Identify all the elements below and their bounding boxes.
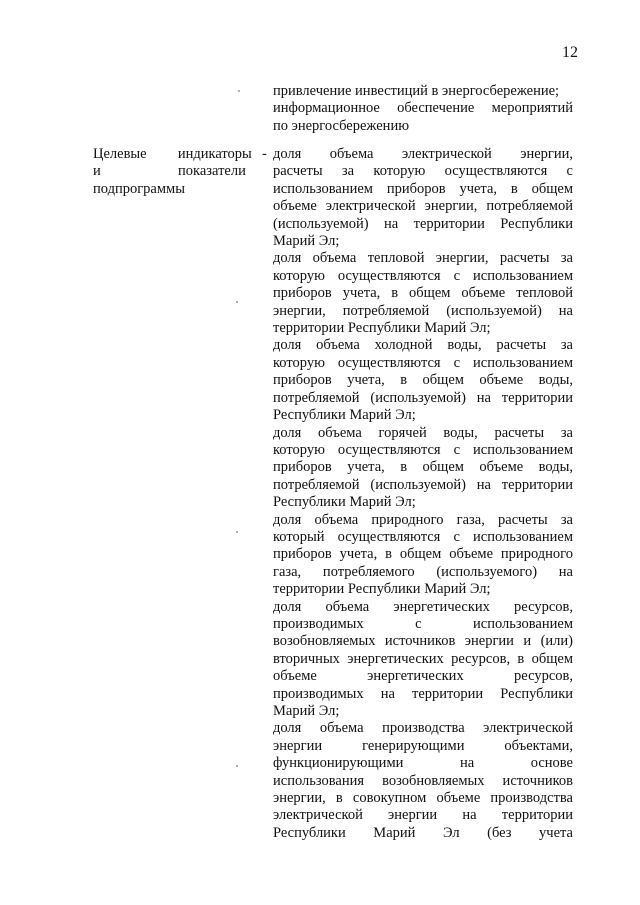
indicator-line: (используемой) на территории Республики <box>273 215 573 232</box>
indicator-line: производимых на территории Республики <box>273 685 573 702</box>
indicator-line: потребляемой (используемой) на территории <box>273 389 573 406</box>
label-line: подпрограммы <box>93 180 185 197</box>
indicator-line: Республики Марий Эл; <box>273 494 416 511</box>
indicator-line: доля объема холодной воды, расчеты за <box>273 337 573 354</box>
label-line <box>93 146 271 163</box>
indicator-line: функционирующими на основе <box>273 755 573 772</box>
indicator-line: Марий Эл; <box>273 233 340 250</box>
indicator-line: который осуществляются с использованием <box>273 528 573 545</box>
page-number: 12 <box>562 44 578 61</box>
indicator-line: возобновляемых источников энергии и (или) <box>273 633 573 650</box>
indicator-line: приборов учета, в общем объеме воды, <box>273 372 573 389</box>
intro-line: по энергосбережению <box>273 117 410 134</box>
indicator-line: которую осуществляются с использованием <box>273 267 573 284</box>
indicator-line: электрической энергии на территории <box>273 807 573 824</box>
indicator-line: приборов учета, в общем объеме природного <box>273 546 573 563</box>
indicator-line: приборов учета, в общем объеме тепловой <box>273 285 573 302</box>
section-label <box>93 146 271 198</box>
indicator-line: использованием приборов учета, в общем <box>273 180 573 197</box>
indicator-line: вторичных энергетических ресурсов, в общем <box>273 650 573 667</box>
label-word: Целевые <box>93 146 147 162</box>
intro-text-block <box>273 83 573 135</box>
indicator-line: потребляемой (используемой) на территории <box>273 476 573 493</box>
indicators-text-block <box>273 146 573 842</box>
indicator-line: доля объема электрической энергии, <box>273 146 573 162</box>
label-word: показатели <box>178 163 246 180</box>
indicator-line: объеме электрической энергии, потребляемой <box>273 198 573 215</box>
indicator-line: доля объема горячей воды, расчеты за <box>273 424 573 441</box>
label-dash: - <box>262 146 267 162</box>
indicator-line: газа, потребляемого (используемого) на <box>273 563 573 580</box>
indicator-line: объеме энергетических ресурсов, <box>273 668 573 685</box>
scan-speck <box>236 765 238 767</box>
indicator-line: энергии, в совокупном объеме производства <box>273 790 573 807</box>
label-word: индикаторы <box>177 146 252 162</box>
indicator-line: доля объема производства электрической <box>273 720 573 737</box>
indicator-line: доля объема энергетических ресурсов, <box>273 598 573 615</box>
label-word: и <box>93 163 101 180</box>
label-line <box>93 163 271 180</box>
indicator-line: энергии, потребляемой (используемой) на <box>273 302 573 319</box>
scan-speck <box>236 531 238 533</box>
indicator-line: производимых с использованием <box>273 615 573 632</box>
indicator-line: приборов учета, в общем объеме воды, <box>273 459 573 476</box>
indicator-line: Республики Марий Эл (без учета <box>273 824 573 841</box>
indicator-line: энергии генерирующими объектами, <box>273 737 573 754</box>
indicator-line: которую осуществляются с использованием <box>273 354 573 371</box>
scan-speck <box>238 90 240 92</box>
indicator-line: которую осуществляются с использованием <box>273 441 573 458</box>
indicator-line: Республики Марий Эл; <box>273 407 416 424</box>
indicator-line: Марий Эл; <box>273 703 340 719</box>
indicator-line: использования возобновляемых источников <box>273 772 573 789</box>
indicator-line: территории Республики Марий Эл; <box>273 320 491 337</box>
indicator-line: территории Республики Марий Эл; <box>273 581 491 598</box>
indicator-line: доля объема природного газа, расчеты за <box>273 511 573 528</box>
intro-line: информационное обеспечение мероприятий <box>273 100 573 117</box>
scan-speck <box>236 301 238 303</box>
intro-line: привлечение инвестиций в энергосбережение; <box>273 83 560 99</box>
indicator-line: доля объема тепловой энергии, расчеты за <box>273 250 573 267</box>
indicator-line: расчеты за которую осуществляются с <box>273 163 573 180</box>
